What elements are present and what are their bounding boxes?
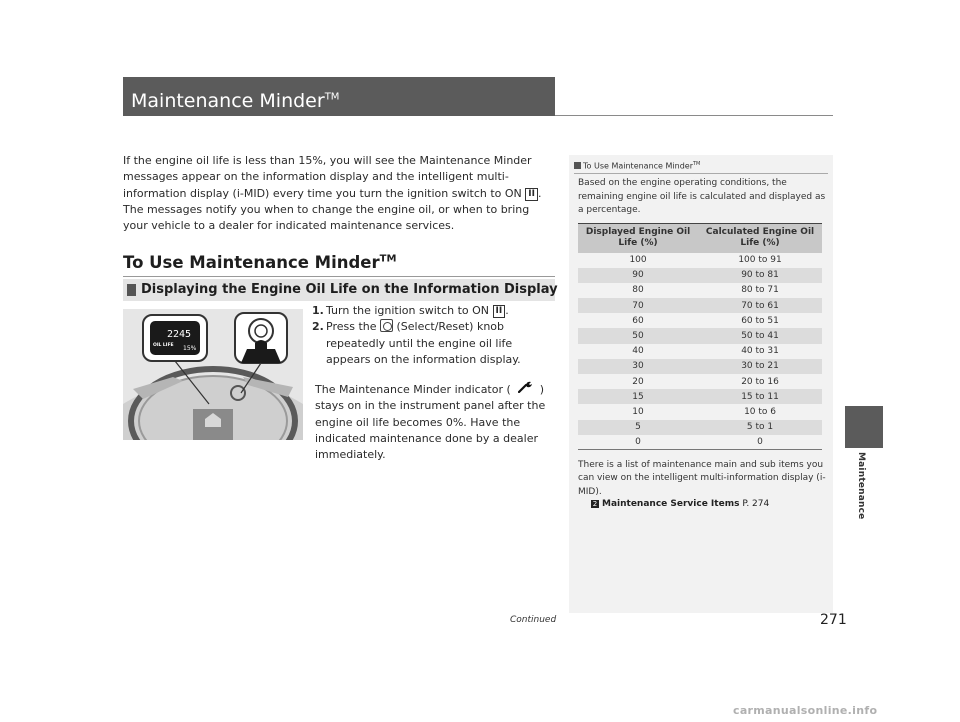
table-row <box>578 313 822 328</box>
section-tab-marker <box>845 406 883 448</box>
sidebar-paragraph-2: There is a list of maintenance main and sub items you can view on the intelligent multi-information display (i-MID). <box>578 460 826 497</box>
table-header: Calculated Engine Oil Life (%) <box>698 224 822 253</box>
table-cell: 50 to 41 <box>698 328 822 343</box>
step-1: 1. Turn the ignition switch to ON II . <box>312 304 509 317</box>
table-row <box>578 435 822 450</box>
subsection-heading-bar <box>123 279 558 301</box>
cross-reference-arrow-icon: 2 <box>592 500 598 508</box>
table-cell: 90 to 81 <box>698 268 822 283</box>
table-row <box>578 253 822 268</box>
table-cell: 70 to 61 <box>698 298 822 313</box>
title-rule <box>555 115 833 116</box>
table-cell: 50 <box>578 328 698 343</box>
section-heading-rule <box>123 276 555 277</box>
step-2: 2. Press the (Select/Reset) knob repeatedly until the engine oil life appears on the information display. <box>312 320 521 366</box>
table-cell: 5 to 1 <box>698 420 822 435</box>
section-tab-label: Maintenance <box>856 452 866 520</box>
table-row <box>578 298 822 313</box>
intro-paragraph: If the engine oil life is less than 15%, you will see the Maintenance Minder messages appear on the information display and the intelligent multi-information display (i-MID) every time you turn the ignition switch to ON II . The messages notify you when to change the engine oil, or when to bring your vehicle to a dealer for indicated maintenance services. <box>123 154 542 233</box>
page-number: 271 <box>820 612 847 628</box>
table-cell: 20 <box>632 376 644 387</box>
sidebar-paragraph-1: Based on the engine operating conditions, the remaining engine oil life is calculated and displayed as a percentage. <box>578 178 826 215</box>
table-row <box>578 389 822 404</box>
page-title: Maintenance Minder™ <box>131 90 340 112</box>
maintenance-service-items-link[interactable]: 2 Maintenance Service Items P. 274 <box>592 499 770 509</box>
table-cell: 30 <box>578 359 698 374</box>
table-cell: 100 <box>629 255 647 266</box>
table-cell: 0 <box>698 435 822 450</box>
table-cell: 10 to 6 <box>744 406 776 417</box>
subsection-heading: Displaying the Engine Oil Life on the Information Display <box>141 282 558 297</box>
table-row <box>578 283 822 298</box>
indicator-paragraph: The Maintenance Minder indicator ( ) stays on in the instrument panel after the engine oil life becomes 0%. Have the indicated maintenance done by a dealer immediately. <box>315 383 546 462</box>
table-header-row <box>578 224 822 253</box>
dash-reading: 2245 <box>167 329 192 340</box>
table-row <box>578 268 822 283</box>
table-cell: 5 <box>578 420 698 435</box>
table-cell: 100 to 91 <box>738 255 782 266</box>
oil-life-table <box>578 223 822 450</box>
table-row <box>578 344 822 359</box>
continued-label: Continued <box>510 615 557 625</box>
square-bullet-icon <box>127 284 136 296</box>
table-cell: 70 <box>578 298 698 313</box>
ignition-key-symbol: II <box>493 305 506 318</box>
table-row <box>578 359 822 374</box>
ignition-key-symbol: II <box>525 188 538 201</box>
oil-life-percent: 15% <box>183 345 197 352</box>
wrench-icon <box>514 381 536 398</box>
table-cell: 90 <box>578 268 698 283</box>
title-bar <box>123 77 555 116</box>
reference-icon <box>574 162 581 169</box>
sidebar-heading-rule <box>574 173 828 174</box>
table-header: Displayed Engine Oil Life (%) <box>578 224 698 253</box>
steps-block <box>312 303 555 464</box>
table-row <box>578 404 822 419</box>
select-reset-knob-icon <box>380 319 393 332</box>
table-cell: 20 to 16 <box>741 376 779 387</box>
table-cell: 15 to 11 <box>698 389 822 404</box>
table-cell: 30 to 21 <box>698 359 822 374</box>
table-cell: 80 <box>632 285 644 296</box>
oil-life-label: OIL LIFE <box>153 343 174 348</box>
section-heading: To Use Maintenance Minder™ <box>123 253 397 272</box>
sidebar-heading: To Use Maintenance Minder™ <box>574 161 700 171</box>
table-cell: 80 to 71 <box>741 285 779 296</box>
table-row <box>578 420 822 435</box>
table-cell: 40 <box>632 346 644 357</box>
table-row <box>578 328 822 343</box>
watermark: carmanualsonline.info <box>733 704 878 717</box>
table-cell: 0 <box>578 435 698 450</box>
table-cell: 10 <box>632 406 644 417</box>
table-cell: 40 to 31 <box>741 346 779 357</box>
dashboard-illustration <box>123 309 303 440</box>
sidebar-note <box>569 155 833 613</box>
table-cell: 15 <box>578 389 698 404</box>
table-row <box>578 374 822 389</box>
table-cell: 60 to 51 <box>741 315 779 326</box>
table-cell: 60 <box>632 315 644 326</box>
